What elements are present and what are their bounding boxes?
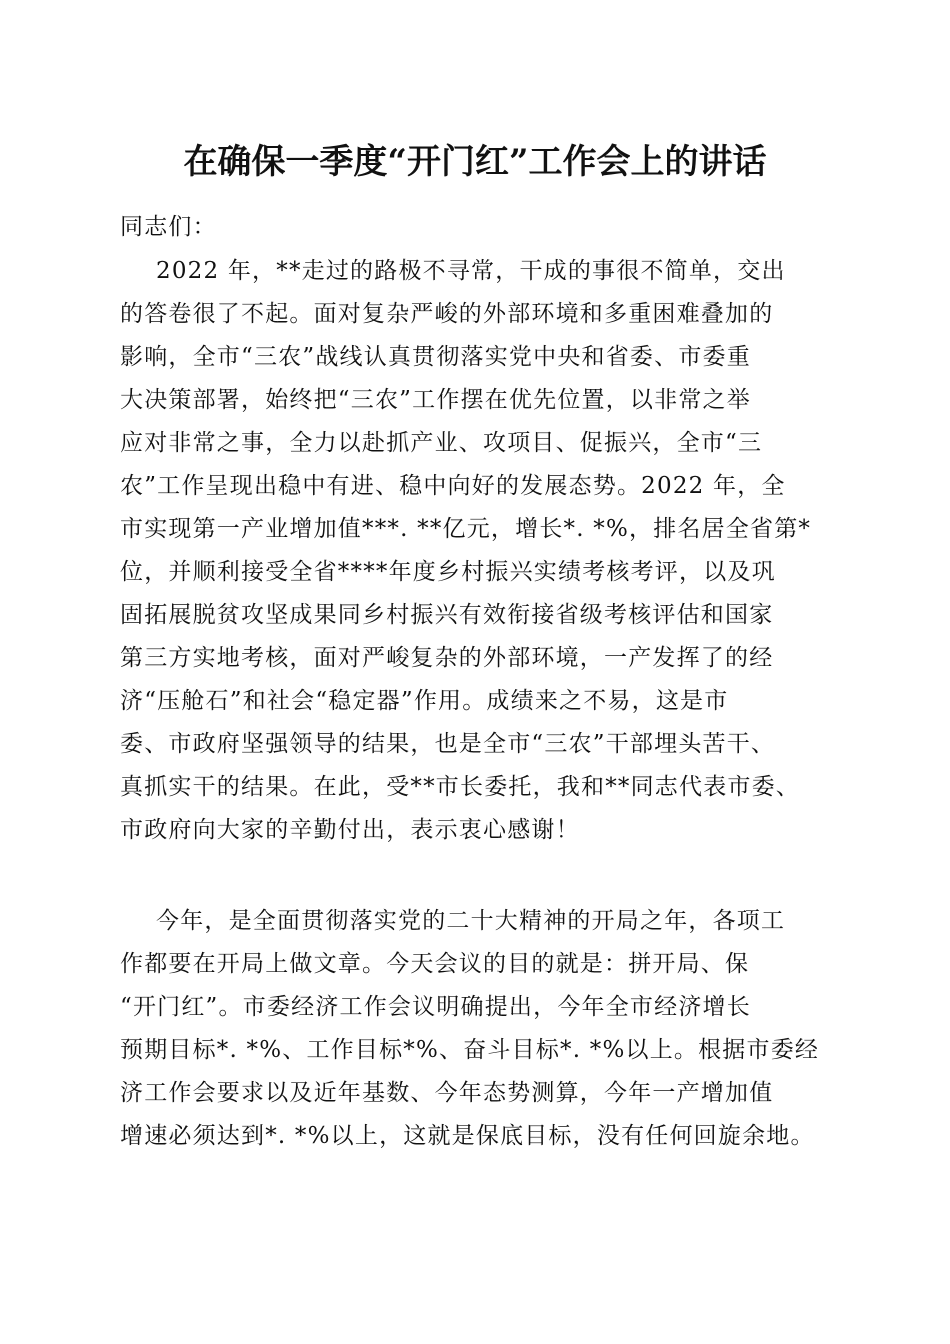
paragraph-line: 济“压舱石”和社会“稳定器”作用。成绩来之不易，这是市 (120, 688, 729, 714)
paragraph-line: 预期目标*. *%、工作目标*%、奋斗目标*. *%以上。根据市委经 (120, 1037, 820, 1063)
paragraph-line: 应对非常之事，全力以赴抓产业、攻项目、促振兴，全市“三 (120, 430, 763, 456)
paragraph-line: 增速必须达到*. *%以上，这就是保底目标，没有任何回旋余地。 (120, 1123, 815, 1149)
paragraph-line: 的答卷很了不起。面对复杂严峻的外部环境和多重困难叠加的 (120, 301, 774, 327)
paragraph-line: 大决策部署，始终把“三农”工作摆在优先位置，以非常之举 (120, 387, 751, 413)
paragraph-line: 真抓实干的结果。在此，受**市长委托，我和**同志代表市委、 (120, 774, 800, 800)
paragraph-line: 影响，全市“三农”战线认真贯彻落实党中央和省委、市委重 (120, 344, 751, 370)
salutation-line: 同志们： (120, 214, 217, 240)
paragraph-line: 市政府向大家的辛勤付出，表示衷心感谢！ (120, 817, 580, 843)
paragraph-line: 固拓展脱贫攻坚成果同乡村振兴有效衔接省级考核评估和国家 (120, 602, 774, 628)
paragraph-line: “开门红”。市委经济工作会议明确提出，今年全市经济增长 (120, 994, 751, 1020)
paragraph-line: 市实现第一产业增加值***. **亿元，增长*. *%，排名居全省第* (120, 516, 812, 542)
paragraph-line: 第三方实地考核，面对严峻复杂的外部环境，一产发挥了的经 (120, 645, 774, 671)
salutation (120, 206, 842, 249)
paragraph-1 (120, 250, 842, 852)
paragraph-line: 农”工作呈现出稳中有进、稳中向好的发展态势。2022 年，全 (120, 473, 786, 499)
paragraph-line: 委、市政府坚强领导的结果，也是全市“三农”干部埋头苦干、 (120, 731, 776, 757)
paragraph-line: 今年，是全面贯彻落实党的二十大精神的开局之年，各项工 (156, 908, 786, 934)
paragraph-line: 济工作会要求以及近年基数、今年态势测算，今年一产增加值 (120, 1080, 774, 1106)
paragraph-line: 作都要在开局上做文章。今天会议的目的就是：拼开局、保 (120, 951, 750, 977)
paragraph-2 (120, 900, 842, 1158)
paragraph-line: 2022 年，**走过的路极不寻常，干成的事很不简单，交出 (156, 258, 786, 284)
document-title: 在确保一季度“开门红”工作会上的讲话 (183, 142, 767, 182)
paragraph-line: 位，并顺利接受全省****年度乡村振兴实绩考核考评，以及巩 (120, 559, 776, 585)
